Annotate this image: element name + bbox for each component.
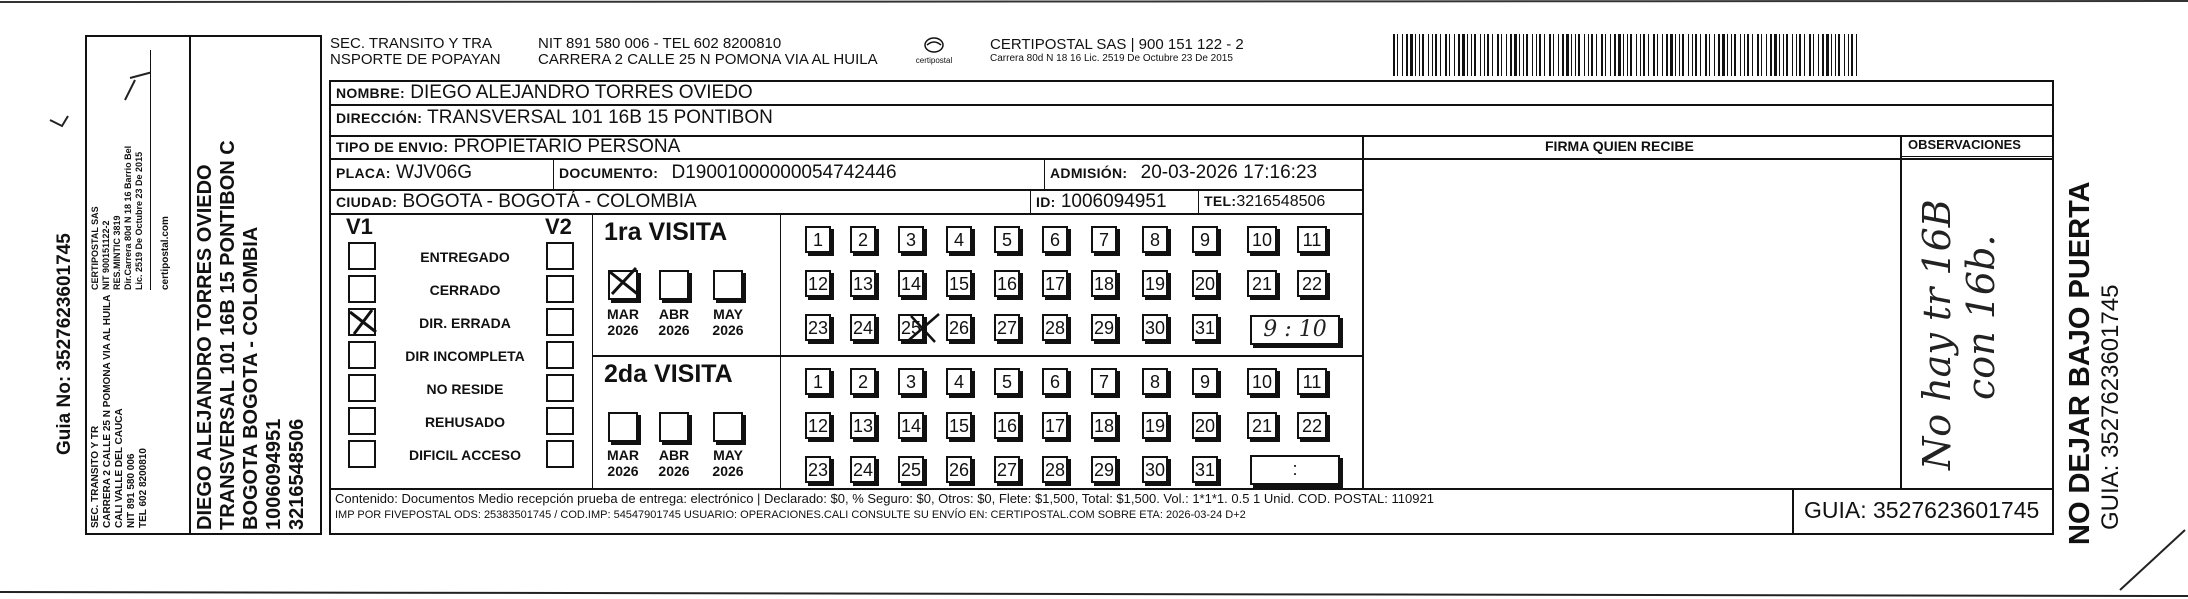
second-day-23[interactable]: 23 (805, 456, 831, 483)
tel-field: TEL:3216548506 (1204, 193, 1326, 210)
first-day-24[interactable]: 24 (850, 314, 876, 341)
tel-value: 3216548506 (1236, 193, 1326, 210)
second-day-4[interactable]: 4 (946, 368, 972, 395)
right-guia-label: GUIA: 3527623601745 (2097, 284, 2124, 530)
direccion-row: DIRECCIÓN: TRANSVERSAL 101 16B 15 PONTIBON (336, 107, 773, 128)
placa-field: PLACA: WJV06G (336, 162, 472, 183)
first-visit-title: 1ra VISITA (604, 218, 728, 246)
second-day-17[interactable]: 17 (1042, 412, 1068, 439)
second-day-16[interactable]: 16 (994, 412, 1020, 439)
first-day-5[interactable]: 5 (994, 226, 1020, 253)
stub-courier-web: certipostal.com (160, 216, 171, 290)
second-day-7[interactable]: 7 (1091, 368, 1117, 395)
v2-label: V2 (545, 214, 572, 239)
first-day-10[interactable]: 10 (1247, 226, 1277, 253)
tipo-envio-row: TIPO DE ENVIO: PROPIETARIO PERSONA (336, 136, 681, 157)
option-dir-incompleta: DIR INCOMPLETA (405, 348, 525, 364)
nombre-row: NOMBRE: DIEGO ALEJANDRO TORRES OVIEDO (336, 82, 753, 103)
first-day-11[interactable]: 11 (1297, 226, 1327, 253)
first-day-23[interactable]: 23 (805, 314, 831, 341)
first-day-9[interactable]: 9 (1192, 226, 1218, 253)
second-day-6[interactable]: 6 (1042, 368, 1068, 395)
first-day-14[interactable]: 14 (898, 270, 924, 297)
first-day-18[interactable]: 18 (1091, 270, 1117, 297)
first-month-mar: MAR 2026 (607, 306, 639, 338)
option-entregado: ENTREGADO (420, 249, 510, 265)
second-day-11[interactable]: 11 (1297, 368, 1327, 395)
placa-value: WJV06G (395, 162, 472, 183)
footer-line2: IMP POR FIVEPOSTAL ODS: 25383501745 / COD.IMP: 54547901745 USUARIO: OPERACIONES.CALI CONSULTE SU ENVÍO EN: CERTIPOSTAL.COM SOBRE ETA: 2026-03-24 D+2 (335, 509, 1246, 521)
header-address-line: CARRERA 2 CALLE 25 N POMONA VIA AL HUILA (538, 51, 878, 68)
header-sender-line1: SEC. TRANSITO Y TRA (330, 35, 492, 52)
time-colon: : (1292, 459, 1298, 479)
first-day-15[interactable]: 15 (946, 270, 972, 297)
first-day-20[interactable]: 20 (1192, 270, 1218, 297)
direccion-value: TRANSVERSAL 101 16B 15 PONTIBON (427, 107, 773, 128)
header-courier-line2: Carrera 80d N 18 16 Lic. 2519 De Octubre 23 De 2015 (990, 53, 1233, 64)
first-day-21[interactable]: 21 (1247, 270, 1277, 297)
first-month-may: MAY 2026 (712, 306, 744, 338)
first-day-27[interactable]: 27 (994, 314, 1020, 341)
second-visit-title: 2da VISITA (604, 360, 733, 388)
first-day-8[interactable]: 8 (1142, 226, 1168, 253)
firma-label: FIRMA QUIEN RECIBE (1545, 138, 1694, 154)
observaciones-handwriting: No hay tr 16B con 16b. (1915, 199, 2003, 470)
first-day-4[interactable]: 4 (946, 226, 972, 253)
second-month-mar: MAR 2026 (607, 447, 639, 479)
second-day-19[interactable]: 19 (1142, 412, 1168, 439)
first-day-3[interactable]: 3 (898, 226, 924, 253)
documento-value: D19001000000054742446 (671, 162, 897, 183)
first-day-29[interactable]: 29 (1091, 314, 1117, 341)
first-day-19[interactable]: 19 (1142, 270, 1168, 297)
certipostal-logo: certipostal (906, 36, 962, 65)
second-day-30[interactable]: 30 (1142, 456, 1168, 483)
observaciones-label: OBSERVACIONES (1908, 137, 2021, 152)
no-dejar-bajo-puerta: NO DEJAR BAJO PUERTA (2064, 181, 2096, 545)
second-day-9[interactable]: 9 (1192, 368, 1218, 395)
handwritten-time: 9 : 10 (1263, 317, 1327, 342)
second-day-28[interactable]: 28 (1042, 456, 1068, 483)
second-day-31[interactable]: 31 (1192, 456, 1218, 483)
header-nit-line: NIT 891 580 006 - TEL 602 8200810 (538, 35, 782, 52)
option-no-reside: NO RESIDE (426, 381, 504, 397)
first-day-2[interactable]: 2 (850, 226, 876, 253)
tipo-envio-value: PROPIETARIO PERSONA (453, 136, 681, 157)
second-day-27[interactable]: 27 (994, 456, 1020, 483)
second-month-abr: ABR 2026 (658, 447, 690, 479)
second-day-10[interactable]: 10 (1247, 368, 1277, 395)
option-rehusado: REHUSADO (424, 414, 506, 430)
ciudad-field: CIUDAD: BOGOTA - BOGOTÁ - COLOMBIA (336, 191, 697, 212)
admision-field: ADMISIÓN: 20-03-2026 17:16:23 (1050, 162, 1318, 183)
option-cerrado: CERRADO (429, 282, 501, 298)
second-day-15[interactable]: 15 (946, 412, 972, 439)
nombre-value: DIEGO ALEJANDRO TORRES OVIEDO (410, 82, 753, 103)
second-day-13[interactable]: 13 (850, 412, 876, 439)
option-dificil-acceso: DIFICIL ACCESO (408, 447, 521, 463)
v1-label: V1 (346, 214, 373, 239)
second-day-21[interactable]: 21 (1247, 412, 1277, 439)
id-field: ID: 1006094951 (1036, 191, 1167, 212)
id-value: 1006094951 (1060, 191, 1167, 212)
header-courier-line1: CERTIPOSTAL SAS | 900 151 122 - 2 (990, 36, 1244, 53)
ciudad-value: BOGOTA - BOGOTÁ - COLOMBIA (402, 191, 697, 212)
option-dir-errada: DIR. ERRADA (419, 315, 511, 331)
first-day-6[interactable]: 6 (1042, 226, 1068, 253)
footer-guia-box: GUIA: 3527623601745 (1804, 497, 2040, 523)
second-day-25[interactable]: 25 (898, 456, 924, 483)
second-month-may: MAY 2026 (712, 447, 744, 479)
second-day-14[interactable]: 14 (898, 412, 924, 439)
first-day-31[interactable]: 31 (1192, 314, 1218, 341)
first-day-7[interactable]: 7 (1091, 226, 1117, 253)
second-day-20[interactable]: 20 (1192, 412, 1218, 439)
second-day-5[interactable]: 5 (994, 368, 1020, 395)
admision-value: 20-03-2026 17:16:23 (1140, 162, 1318, 183)
first-day-12[interactable]: 12 (805, 270, 831, 297)
first-day-25[interactable]: 25 (898, 314, 924, 341)
stub-courier: CERTIPOSTAL SAS NIT 900151122-2 RES.MINTIC 3819 Dir.Carrera 80d N 18 16 Barrio Bel Lic. 2519 De Octubre 23 De 2015 (90, 145, 144, 290)
stub-recipient: DIEGO ALEJANDRO TORRES OVIEDO TRANSVERSAL 101 16B 15 PONTIBON C BOGOTA BOGOTA - COLOMBIA 1006094951 3216548506 (194, 140, 308, 530)
second-day-2[interactable]: 2 (850, 368, 876, 395)
second-day-29[interactable]: 29 (1091, 456, 1117, 483)
first-day-16[interactable]: 16 (994, 270, 1020, 297)
first-day-28[interactable]: 28 (1042, 314, 1068, 341)
stub-guia-label: Guia No: 3527623601745 (54, 233, 75, 455)
footer-line1: Contenido: Documentos Medio recepción prueba de entrega: electrónico | Declarado: $0, % Seguro: $0, Otros: $0, Flete: $1,500, Total: $1,500. Vol.: 1*1*1. 0.5 1 Unid. COD. POSTAL: 110921 (335, 491, 1434, 506)
second-day-1[interactable]: 1 (805, 368, 831, 395)
second-day-24[interactable]: 24 (850, 456, 876, 483)
documento-field: DOCUMENTO: D19001000000054742446 (559, 162, 897, 183)
first-day-26[interactable]: 26 (946, 314, 972, 341)
stub-sender: SEC. TRANSITO Y TR CARRERA 2 CALLE 25 N POMONA VIA AL HUILA CALI VALLE DEL CAUCA NIT 891 580 006 TEL 602 8200810 (90, 294, 149, 528)
second-day-22[interactable]: 22 (1297, 412, 1327, 439)
second-day-12[interactable]: 12 (805, 412, 831, 439)
first-day-22[interactable]: 22 (1297, 270, 1327, 297)
second-day-8[interactable]: 8 (1142, 368, 1168, 395)
first-day-1[interactable]: 1 (805, 226, 831, 253)
first-month-abr: ABR 2026 (658, 306, 690, 338)
second-day-3[interactable]: 3 (898, 368, 924, 395)
header-sender-line2: NSPORTE DE POPAYAN (330, 51, 501, 68)
second-day-18[interactable]: 18 (1091, 412, 1117, 439)
first-day-30[interactable]: 30 (1142, 314, 1168, 341)
first-day-13[interactable]: 13 (850, 270, 876, 297)
first-day-17[interactable]: 17 (1042, 270, 1068, 297)
second-day-26[interactable]: 26 (946, 456, 972, 483)
